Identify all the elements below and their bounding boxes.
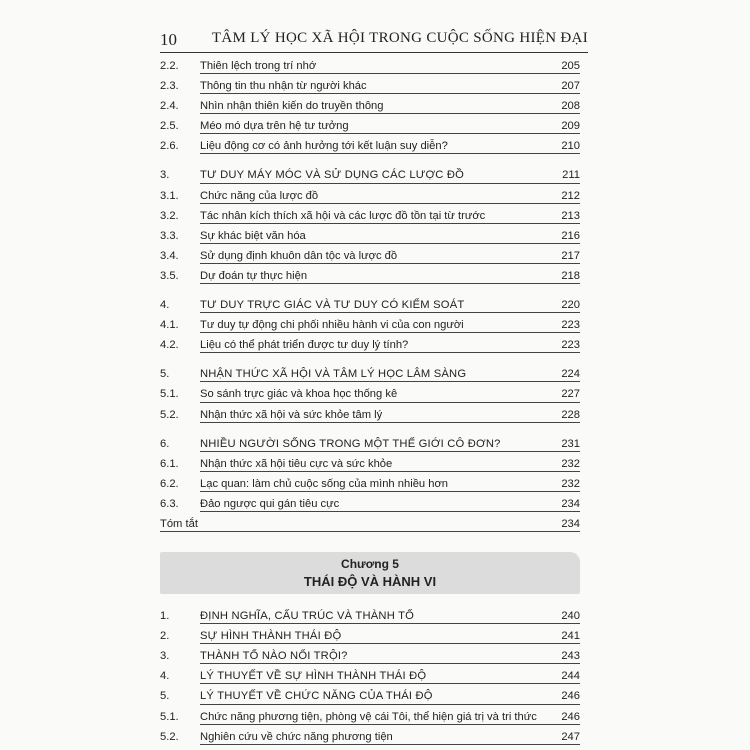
toc-entry-number: 2. [160, 630, 170, 643]
toc-entry-number: 5. [160, 690, 170, 703]
toc-entry-page: 231 [561, 437, 580, 450]
toc-entry-number: 2.2. [160, 60, 179, 72]
toc-entry-number: 4. [160, 299, 170, 312]
toc-entry-number: 4.2. [160, 339, 179, 352]
toc-entry-number: 4. [160, 670, 170, 683]
toc-entry-title: Nghiên cứu về chức năng phương tiện [200, 730, 393, 743]
toc-entry [160, 384, 580, 404]
toc-entry-page: 207 [561, 80, 580, 93]
toc-entry-number: 3.2. [160, 209, 179, 222]
toc-entry [160, 514, 580, 534]
toc-entry-title: Nhìn nhận thiên kiến do truyền thông [200, 100, 384, 113]
toc-entry-page: 216 [561, 229, 580, 242]
toc-entry-page: 247 [561, 730, 580, 743]
toc-entry-title: Nhận thức xã hội và sức khỏe tâm lý [200, 408, 383, 421]
toc-entry-title: SỰ HÌNH THÀNH THÁI ĐỘ [200, 630, 342, 643]
toc-gap [160, 355, 580, 364]
toc-entry-title: TƯ DUY TRỰC GIÁC VÀ TƯ DUY CÓ KIỂM SOÁT [200, 299, 465, 312]
toc-entry [160, 266, 580, 286]
toc-entry-page: 243 [561, 650, 580, 663]
toc-entry-title: Tác nhân kích thích xã hội và các lược đồ tồn tại từ trước [200, 209, 486, 222]
toc-entry-title: NHIỀU NGƯỜI SỐNG TRONG MỘT THẾ GIỚI CÔ ĐƠN? [200, 437, 501, 450]
toc-section-entry [160, 434, 580, 454]
chapter-title: THÁI ĐỘ VÀ HÀNH VI [303, 574, 437, 590]
toc-entry-title: THÀNH TỐ NÀO NỔI TRỘI? [200, 650, 348, 663]
toc-entry-title: NHẬN THỨC XÃ HỘI VÀ TÂM LÝ HỌC LÂM SÀNG [200, 368, 467, 381]
toc-entry-title: ĐỊNH NGHĨA, CẤU TRÚC VÀ THÀNH TỐ [200, 610, 415, 623]
toc-entry-title: So sánh trực giác và khoa học thống kê [200, 388, 398, 401]
toc-entry-title: Liệu có thể phát triển được tư duy lý tính? [200, 339, 409, 352]
toc-entry-title: Nhận thức xã hội tiêu cực và sức khỏe [200, 457, 393, 470]
toc-entry-number: 6.1. [160, 457, 179, 470]
toc-section-entry [160, 646, 580, 666]
toc-entry [160, 727, 580, 747]
toc-entry-title: Lạc quan: làm chủ cuộc sống của mình nhiều hơn [200, 477, 449, 490]
toc-entry-page: 246 [561, 690, 580, 703]
toc-entry-title: Dự đoán tự thực hiện [200, 269, 308, 282]
toc-entry-page: 241 [561, 630, 580, 643]
toc-entry-page: 232 [561, 477, 580, 490]
toc-entry-page: 208 [561, 100, 580, 113]
toc-entry-page: 209 [561, 120, 580, 133]
toc-entry-number: 3. [160, 650, 170, 663]
toc-entry-number: 6.3. [160, 497, 179, 510]
toc-entry-page: 220 [561, 299, 580, 312]
toc-entry-number: 5.1. [160, 388, 179, 401]
toc-entry [160, 186, 580, 206]
toc-entry-title: LÝ THUYẾT VỀ SỰ HÌNH THÀNH THÁI ĐỘ [200, 670, 427, 683]
toc-entry-page: 240 [561, 610, 580, 623]
toc-section-entry [160, 295, 580, 315]
toc-entry-number: 3.1. [160, 189, 179, 202]
toc-entry-number: 6. [160, 437, 170, 450]
toc-entry-title: Thiên lệch trong trí nhớ [200, 60, 317, 72]
toc-entry-number: 5.2. [160, 408, 179, 421]
toc-entry-page: 210 [561, 140, 580, 153]
toc-entry-page: 234 [561, 517, 580, 530]
toc-entry [160, 315, 580, 335]
toc-entry-title: Liệu động cơ có ảnh hưởng tới kết luận suy diễn? [200, 140, 448, 153]
toc-entry-number: 4.1. [160, 319, 179, 332]
page-header [160, 24, 588, 53]
toc-entry-page: 211 [562, 169, 580, 182]
toc-section-entry [160, 686, 580, 706]
toc-entry-number: 2.5. [160, 120, 179, 133]
toc-entry-page: 218 [561, 269, 580, 282]
toc-entry-title: Tóm tắt [160, 517, 198, 530]
toc-entry-page: 232 [561, 457, 580, 470]
toc-entry [160, 56, 580, 76]
running-title: TÂM LÝ HỌC XÃ HỘI TRONG CUỘC SỐNG HIỆN ĐẠI [211, 30, 588, 46]
toc-entry-title: LÝ THUYẾT VỀ CHỨC NĂNG CỦA THÁI ĐỘ [200, 690, 433, 703]
toc-entry-title: Đảo ngược qui gán tiêu cực [200, 497, 340, 510]
toc-entry-page: 212 [561, 189, 580, 202]
toc-section-entry [160, 626, 580, 646]
toc-gap [160, 425, 580, 434]
toc-entry-title: Chức năng của lược đồ [200, 189, 319, 202]
toc-entry-title: Chức năng phương tiện, phòng vệ cái Tôi, thể hiện giá trị và tri thức [200, 710, 537, 723]
toc-entry [160, 335, 580, 355]
toc-entry-number: 5. [160, 368, 170, 381]
toc-entry-number: 1. [160, 610, 170, 623]
toc-entry [160, 494, 580, 514]
page-number: 10 [160, 30, 177, 49]
toc-entry-number: 5.2. [160, 730, 179, 743]
toc-entry-number: 3.5. [160, 269, 179, 282]
toc-entry-page: 244 [561, 670, 580, 683]
toc-entry-number: 2.6. [160, 140, 179, 153]
toc-section-entry [160, 165, 580, 185]
toc-entry-page: 228 [561, 408, 580, 421]
toc-entry-title: Sử dụng định khuôn dân tộc và lược đồ [200, 249, 398, 262]
chapter-banner [160, 552, 580, 594]
toc-entry-page: 224 [561, 368, 580, 381]
toc-entry [160, 136, 580, 156]
toc-entry [160, 474, 580, 494]
toc-entry-page: 205 [561, 60, 580, 72]
toc-entry-page: 213 [561, 209, 580, 222]
toc-entry [160, 405, 580, 425]
toc-entry-number: 2.3. [160, 80, 179, 93]
toc-entry-title: Thông tin thu nhận từ người khác [200, 80, 367, 93]
toc-entry [160, 454, 580, 474]
toc-entry-page: 223 [561, 319, 580, 332]
toc-entry-page: 217 [561, 249, 580, 262]
toc-top-list [160, 56, 580, 534]
toc-entry [160, 707, 580, 727]
toc-entry [160, 246, 580, 266]
toc-entry-number: 6.2. [160, 477, 179, 490]
toc-entry-number: 3. [160, 169, 170, 182]
toc-entry [160, 226, 580, 246]
toc-entry [160, 76, 580, 96]
toc-entry-title: Sự khác biệt văn hóa [200, 229, 306, 242]
toc-section-entry [160, 666, 580, 686]
toc-entry [160, 96, 580, 116]
toc-entry-page: 246 [561, 710, 580, 723]
toc-entry-number: 2.4. [160, 100, 179, 113]
toc-gap [160, 156, 580, 165]
toc-section-entry [160, 364, 580, 384]
chapter-label: Chương 5 [341, 557, 399, 572]
toc-entry [160, 206, 580, 226]
toc-entry-number: 3.4. [160, 249, 179, 262]
toc-entry-title: Tư duy tự động chi phối nhiều hành vi của con người [200, 319, 464, 332]
toc-gap [160, 286, 580, 295]
toc-section-entry [160, 606, 580, 626]
toc-entry [160, 116, 580, 136]
toc-entry-page: 223 [561, 339, 580, 352]
toc-entry-page: 227 [561, 388, 580, 401]
table-of-contents [160, 56, 580, 747]
toc-entry-page: 234 [561, 497, 580, 510]
toc-entry-number: 5.1. [160, 710, 179, 723]
toc-entry-number: 3.3. [160, 229, 179, 242]
toc-entry-title: TƯ DUY MÁY MÓC VÀ SỬ DỤNG CÁC LƯỢC ĐỒ [200, 169, 465, 182]
toc-entry-title: Méo mó dựa trên hệ tư tưởng [200, 120, 349, 133]
toc-bottom-list [160, 606, 580, 747]
